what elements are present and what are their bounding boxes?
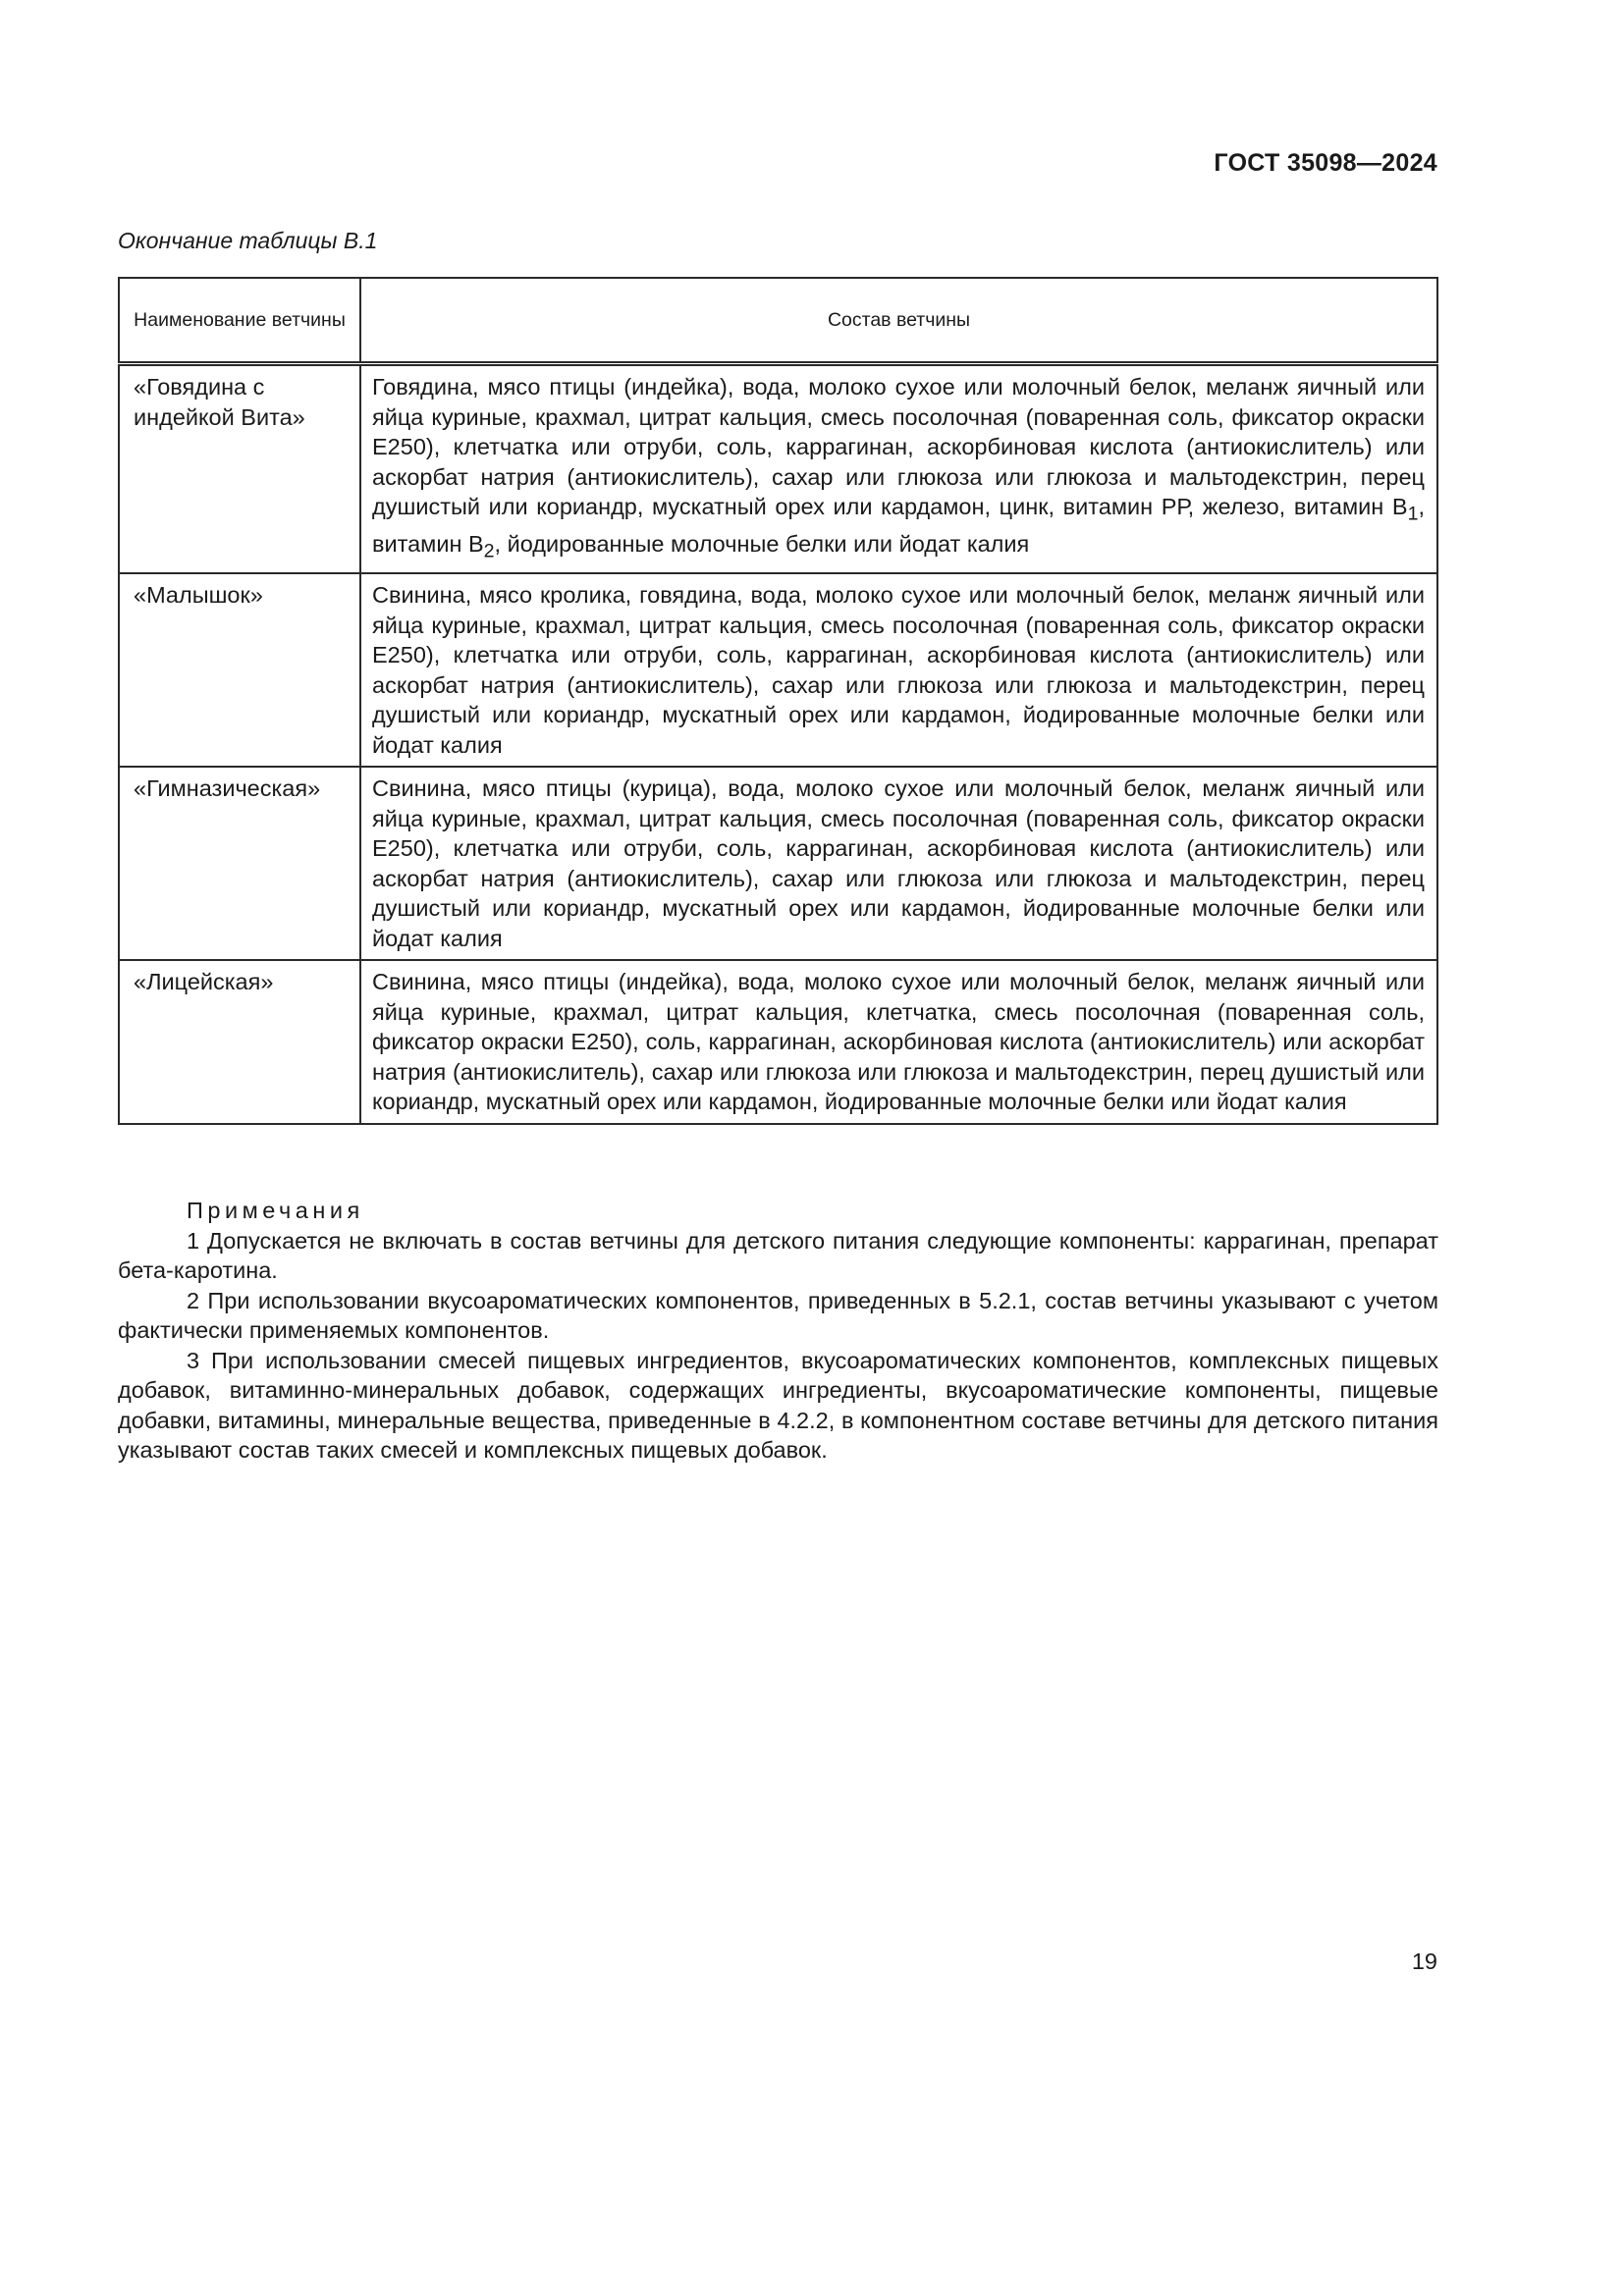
document-code: ГОСТ 35098—2024: [1214, 149, 1437, 177]
table-row: [119, 573, 1437, 767]
table-caption: Окончание таблицы В.1: [118, 228, 378, 253]
table-row: [119, 960, 1437, 1124]
ham-composition-cell: Свинина, мясо кролика, говядина, вода, молоко сухое или молочный белок, меланж яичный или яйца куриные, крахмал, цитрат кальция, смесь посолочная (поваренная соль, фиксатор окраски Е250), клетчатка или отруби, соль, каррагинан, аскорбиновая кислота (антиокислитель) или аскорбат натрия (антиокислитель), сахар или глюкоза или глюкоза и мальтодекстрин, перец душистый или кориандр, мускатный орех или кардамон, йодированные молочные белки или йодат калия: [360, 573, 1437, 767]
note-item: 1 Допускается не включать в состав ветчины для детского питания следующие компоненты: каррагинан, препарат бета-каротина.: [118, 1227, 1438, 1283]
ham-name-cell: «Говядина с индейкой Вита»: [119, 364, 360, 574]
ham-name-cell: «Лицейская»: [119, 960, 360, 1124]
subscript-index: 1: [1407, 503, 1419, 525]
note-item: 2 При использовании вкусоароматических компонентов, приведенных в 5.2.1, состав ветчины указывают с учетом фактически применяемых компонентов.: [118, 1287, 1438, 1343]
column-header-name: Наименование ветчины: [119, 278, 360, 364]
ham-composition-cell: Свинина, мясо птицы (курица), вода, молоко сухое или молочный белок, меланж яичный или яйца куриные, крахмал, цитрат кальция, смесь посолочная (поваренная соль, фиксатор окраски Е250), клетчатка или отруби, соль, каррагинан, аскорбиновая кислота (антиокислитель) или аскорбат натрия (антиокислитель), сахар или глюкоза или глюкоза и мальтодекстрин, перец душистый или кориандр, мускатный орех или кардамон, йодированные молочные белки или йодат калия: [360, 767, 1437, 960]
table-row: [119, 364, 1437, 574]
ham-composition-cell: Свинина, мясо птицы (индейка), вода, молоко сухое или молочный белок, меланж яичный или яйца куриные, крахмал, цитрат кальция, клетчатка, смесь посолочная (поваренная соль, фиксатор окраски Е250), соль, каррагинан, аскорбиновая кислота (антиокислитель) или аскорбат натрия (антиокислитель), сахар или глюкоза или глюкоза и мальтодекстрин, перец душистый или кориандр, мускатный орех или кардамон, йодированные молочные белки или йодат калия: [360, 960, 1437, 1124]
subscript-index: 2: [483, 540, 495, 562]
table-row: [119, 767, 1437, 960]
composition-text-tail: , йодированные молочные белки или йодат калия: [494, 531, 1030, 558]
ham-name-cell: «Гимназическая»: [119, 767, 360, 960]
ham-composition-table: [118, 277, 1438, 1125]
column-header-composition: Состав ветчины: [360, 278, 1437, 364]
page-number: 19: [1411, 1949, 1437, 1974]
composition-text: Говядина, мясо птицы (индейка), вода, молоко сухое или молочный белок, меланж яичный или яйца куриные, крахмал, цитрат кальция, смесь посолочная (поваренная соль, фиксатор окраски Е250), клетчатка или отруби, соль, каррагинан, аскорбиновая кислота (антиокислитель) или аскорбат натрия (антиокислитель), сахар или глюкоза или глюкоза и мальтодекстрин, перец душистый или кориандр, мускатный орех или кардамон, цинк, витамин РР, железо, витамин В: [372, 374, 1425, 519]
table-header-row: [119, 278, 1437, 364]
ham-name-cell: «Малышок»: [119, 573, 360, 767]
notes-title: Примечания: [187, 1198, 364, 1223]
note-item: 3 При использовании смесей пищевых ингредиентов, вкусоароматических компонентов, комплексных пищевых добавок, витаминно-минеральных добавок, содержащих ингредиенты, вкусоароматические компоненты, пищевые добавки, витамины, минеральные вещества, приведенные в 4.2.2, в компонентном составе ветчины для детского питания указывают состав таких смесей и комплексных пищевых добавок.: [118, 1347, 1438, 1463]
notes-section: [118, 1196, 1438, 1466]
composition-text-mid: , витамин В: [372, 494, 1425, 558]
ham-composition-cell: [360, 364, 1437, 574]
